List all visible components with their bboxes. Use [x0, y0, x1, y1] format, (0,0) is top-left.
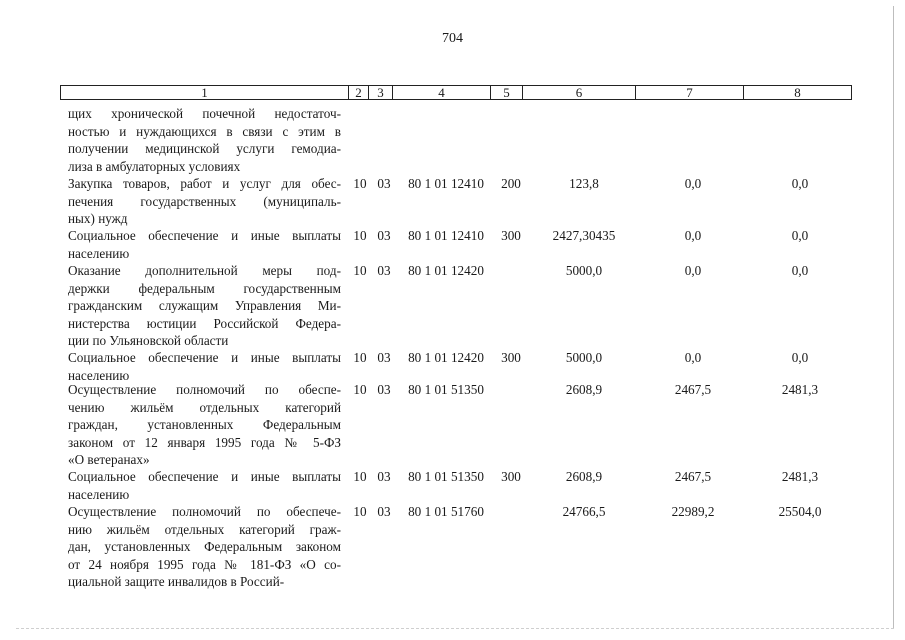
cell-col-7: 0,0 [684, 176, 702, 191]
cell-col-2: 10 [353, 382, 367, 397]
cell-col-6: 123,8 [569, 176, 599, 191]
description-line: получении медицинской услуги гемодиа- [68, 141, 341, 156]
cell-col-2: 10 [353, 228, 367, 243]
row-description [68, 105, 341, 175]
description-line: держки федеральным государственным [68, 280, 341, 296]
description-line: «О ветеранах» [68, 452, 150, 467]
cell-col-7: 2467,5 [674, 382, 712, 397]
description-line: гражданским служащим Управления Ми- [68, 298, 341, 313]
header-col-5: 5 [491, 86, 523, 99]
description-line: лиза в амбулаторных условиях [68, 158, 241, 174]
description-line: ции по Ульяновской области [68, 333, 229, 348]
page-number: 704 [442, 31, 463, 46]
table-header-row [60, 85, 852, 100]
page-edge-right [893, 6, 894, 628]
description-line: законом от 12 января 1995 года № 5-ФЗ [68, 434, 341, 450]
cell-col-8: 0,0 [791, 228, 809, 243]
cell-col-6: 5000,0 [565, 263, 603, 278]
cell-col-3: 03 [377, 382, 391, 397]
description-line: Социальное обеспечение и иные выплаты [68, 228, 341, 243]
description-line: дан, установленных Федеральным законом [68, 539, 341, 554]
header-col-6: 6 [523, 86, 636, 99]
header-col-1: 1 [61, 86, 349, 99]
cell-col-7: 0,0 [684, 350, 702, 365]
description-line: щих хронической почечной недостаточ- [68, 106, 341, 121]
cell-col-5: 300 [501, 228, 521, 243]
description-line: от 24 ноября 1995 года № 181-ФЗ «О со- [68, 556, 341, 572]
header-col-3: 3 [369, 86, 393, 99]
description-line: чению жильём отдельных категорий [68, 399, 341, 415]
cell-col-3: 03 [377, 263, 391, 278]
header-col-2: 2 [349, 86, 369, 99]
description-line: печения государственных (муниципаль- [68, 193, 341, 209]
description-line: граждан, установленных Федеральным [68, 417, 341, 432]
cell-col-2: 10 [353, 176, 367, 191]
description-line: населению [68, 367, 130, 383]
cell-col-3: 03 [377, 350, 391, 365]
description-line: Осуществление полномочий по обеспе- [68, 382, 341, 397]
description-line: нию жильём отдельных категорий граж- [68, 521, 341, 537]
description-line: Оказание дополнительной меры под- [68, 263, 341, 278]
cell-col-4: 80 1 01 12410 [408, 228, 484, 243]
description-line: населению [68, 486, 130, 502]
cell-col-8: 0,0 [791, 350, 809, 365]
cell-col-2: 10 [353, 504, 367, 519]
cell-col-3: 03 [377, 228, 391, 243]
header-col-7: 7 [636, 86, 744, 99]
description-line: Социальное обеспечение и иные выплаты [68, 350, 341, 365]
cell-col-6: 2608,9 [565, 469, 603, 484]
description-line: Осуществление полномочий по обеспече- [68, 504, 341, 519]
header-col-4: 4 [393, 86, 491, 99]
cell-col-6: 2608,9 [565, 382, 603, 397]
header-col-8: 8 [794, 85, 801, 100]
cell-col-3: 03 [377, 176, 391, 191]
row-description [68, 349, 341, 384]
cell-col-8: 0,0 [791, 176, 809, 191]
cell-col-2: 10 [353, 350, 367, 365]
description-line: циальной защите инвалидов в Россий- [68, 574, 285, 589]
cell-col-7: 0,0 [684, 263, 702, 278]
row-description [68, 175, 341, 228]
cell-col-5: 200 [501, 176, 521, 191]
description-line: населению [68, 245, 130, 261]
cell-col-8: 2481,3 [781, 469, 819, 484]
cell-col-6: 5000,0 [565, 350, 603, 365]
description-line: ных) нужд [68, 211, 128, 226]
cell-col-7: 2467,5 [674, 469, 712, 484]
cell-col-4: 80 1 01 12410 [408, 176, 484, 191]
row-description [68, 381, 341, 469]
cell-col-3: 03 [377, 504, 391, 519]
cell-col-6: 24766,5 [562, 504, 606, 519]
cell-col-2: 10 [353, 469, 367, 484]
row-description [68, 262, 341, 350]
cell-col-7: 0,0 [684, 228, 702, 243]
description-line: Социальное обеспечение и иные выплаты [68, 469, 341, 484]
cell-col-4: 80 1 01 12420 [408, 263, 484, 278]
cell-col-8: 25504,0 [778, 504, 822, 519]
description-line: Закупка товаров, работ и услуг для обес- [68, 176, 341, 191]
cell-col-3: 03 [377, 469, 391, 484]
cell-col-2: 10 [353, 263, 367, 278]
cell-col-4: 80 1 01 51350 [408, 382, 484, 397]
cell-col-4: 80 1 01 12420 [408, 350, 484, 365]
cell-col-7: 22989,2 [671, 504, 715, 519]
cell-col-4: 80 1 01 51350 [408, 469, 484, 484]
page-edge-bottom [16, 628, 894, 629]
description-line: ностью и нуждающихся в связи с этим в [68, 123, 341, 139]
cell-col-6: 2427,30435 [552, 228, 616, 243]
cell-col-8: 2481,3 [781, 382, 819, 397]
cell-col-5: 300 [501, 469, 521, 484]
cell-col-4: 80 1 01 51760 [408, 504, 484, 519]
row-description [68, 503, 341, 591]
cell-col-8: 0,0 [791, 263, 809, 278]
row-description [68, 468, 341, 503]
row-description [68, 227, 341, 262]
cell-col-5: 300 [501, 350, 521, 365]
description-line: нистерства юстиции Российской Федера- [68, 315, 341, 331]
